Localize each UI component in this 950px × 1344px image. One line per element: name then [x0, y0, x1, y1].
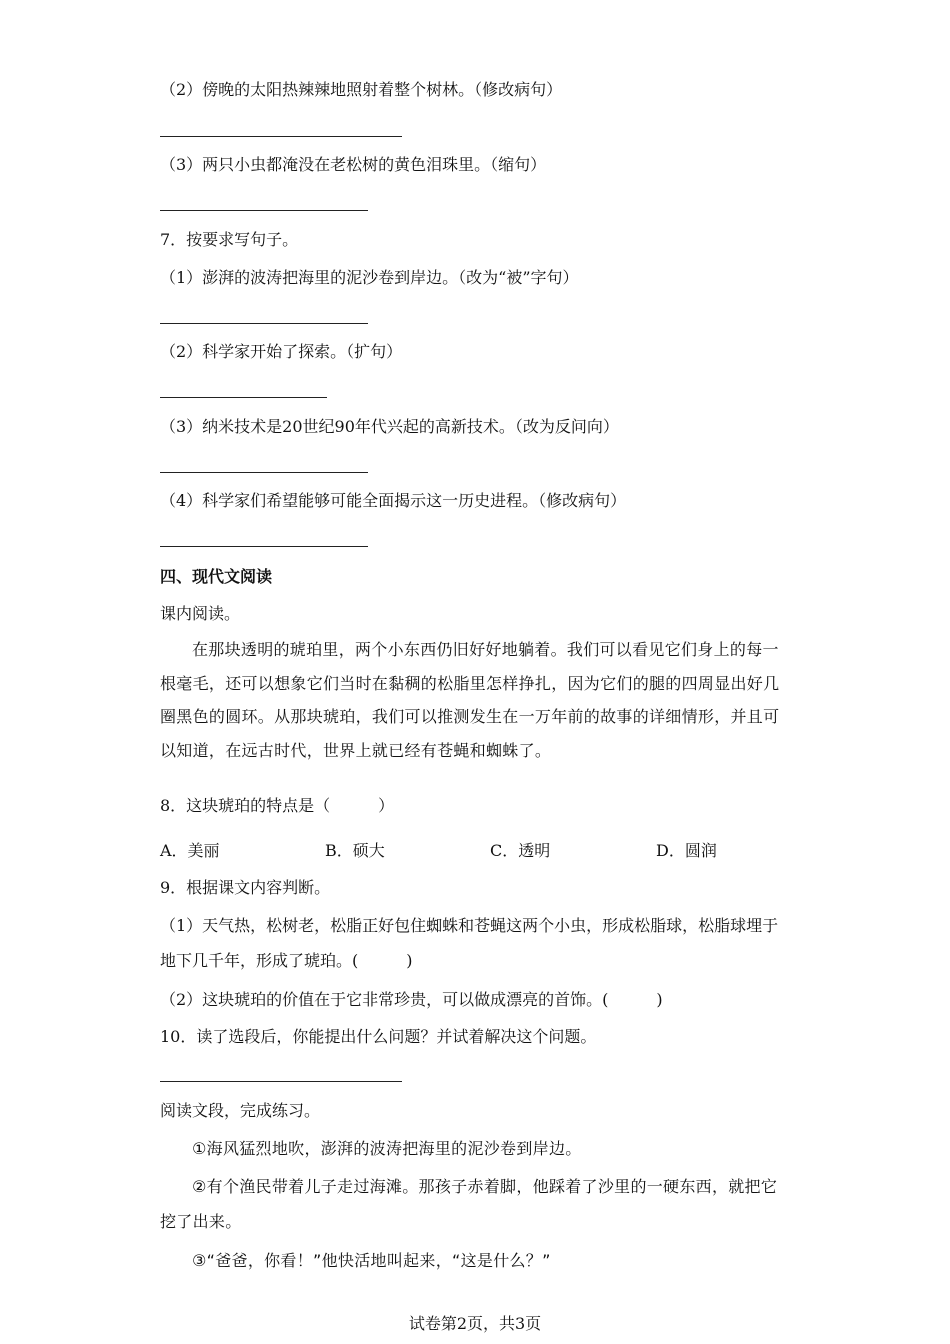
question-7-4: （4）科学家们希望能够可能全面揭示这一历史进程。（修改病句） — [160, 491, 627, 510]
reading2-paragraph-3: ③“爸爸，你看！”他快活地叫起来，“这是什么？” — [192, 1251, 551, 1270]
reading2-intro: 阅读文段，完成练习。 — [160, 1101, 321, 1120]
answer-line-6-2[interactable] — [160, 136, 402, 137]
answer-line-7-2[interactable] — [160, 397, 327, 398]
option-b[interactable]: B．硕大 — [325, 841, 385, 860]
question-6-2: （2）傍晚的太阳热辣辣地照射着整个树林。（修改病句） — [160, 80, 563, 99]
question-7-2: （2）科学家开始了探索。（扩句） — [160, 342, 403, 361]
page-footer: 试卷第2页，共3页 — [408, 1314, 542, 1333]
question-9-1: （1）天气热，松树老，松脂正好包住蜘蛛和苍蝇这两个小虫，形成松脂球，松脂球埋于地下几千年，形成了琥珀。( ) — [160, 916, 779, 970]
option-a[interactable]: A．美丽 — [160, 841, 220, 860]
reading-intro: 课内阅读。 — [160, 604, 241, 623]
question-10-stem: 10．读了选段后，你能提出什么问题？并试着解决这个问题。 — [160, 1027, 597, 1046]
option-d[interactable]: D．圆润 — [656, 841, 717, 860]
reading2-paragraph-2: ②有个渔民带着儿子走过海滩。那孩子赤着脚，他踩着了沙里的一硬东西，就把它挖了出来。 — [160, 1177, 778, 1231]
section-heading: 四、现代文阅读 — [160, 567, 273, 586]
answer-line-10[interactable] — [160, 1081, 402, 1082]
answer-line-6-3[interactable] — [160, 210, 368, 211]
question-9-stem: 9．根据课文内容判断。 — [160, 878, 331, 897]
question-7-title: 7．按要求写句子。 — [160, 230, 299, 249]
question-7-3: （3）纳米技术是20世纪90年代兴起的高新技术。（改为反问向） — [160, 417, 619, 436]
question-9-2: （2）这块琥珀的价值在于它非常珍贵，可以做成漂亮的首饰。( ) — [160, 990, 663, 1009]
reading-passage — [160, 633, 792, 767]
reading2-paragraph-1: ①海风猛烈地吹，澎湃的波涛把海里的泥沙卷到岸边。 — [192, 1139, 582, 1158]
answer-line-7-4[interactable] — [160, 546, 368, 547]
passage-text: 在那块透明的琥珀里，两个小东西仍旧好好地躺着。我们可以看见它们身上的每一根毫毛，还可以想象它们当时在黏稠的松脂里怎样挣扎，因为它们的腿的四周显出好几圈黑色的圆环。从那块琥珀，我们可以推测发生在一万年前的故事的详细情形，并且可以知道，在远古时代，世界上就已经有苍蝇和蜘蛛了。 — [160, 640, 780, 760]
question-6-3: （3）两只小虫都淹没在老松树的黄色泪珠里。（缩句） — [160, 155, 547, 174]
answer-line-7-1[interactable] — [160, 323, 368, 324]
option-c[interactable]: C．透明 — [490, 841, 551, 860]
answer-line-7-3[interactable] — [160, 472, 368, 473]
question-7-1: （1）澎湃的波涛把海里的泥沙卷到岸边。（改为“被”字句） — [160, 268, 579, 287]
question-8-stem: 8．这块琥珀的特点是（ ） — [160, 796, 395, 815]
question-8-options — [160, 841, 800, 861]
